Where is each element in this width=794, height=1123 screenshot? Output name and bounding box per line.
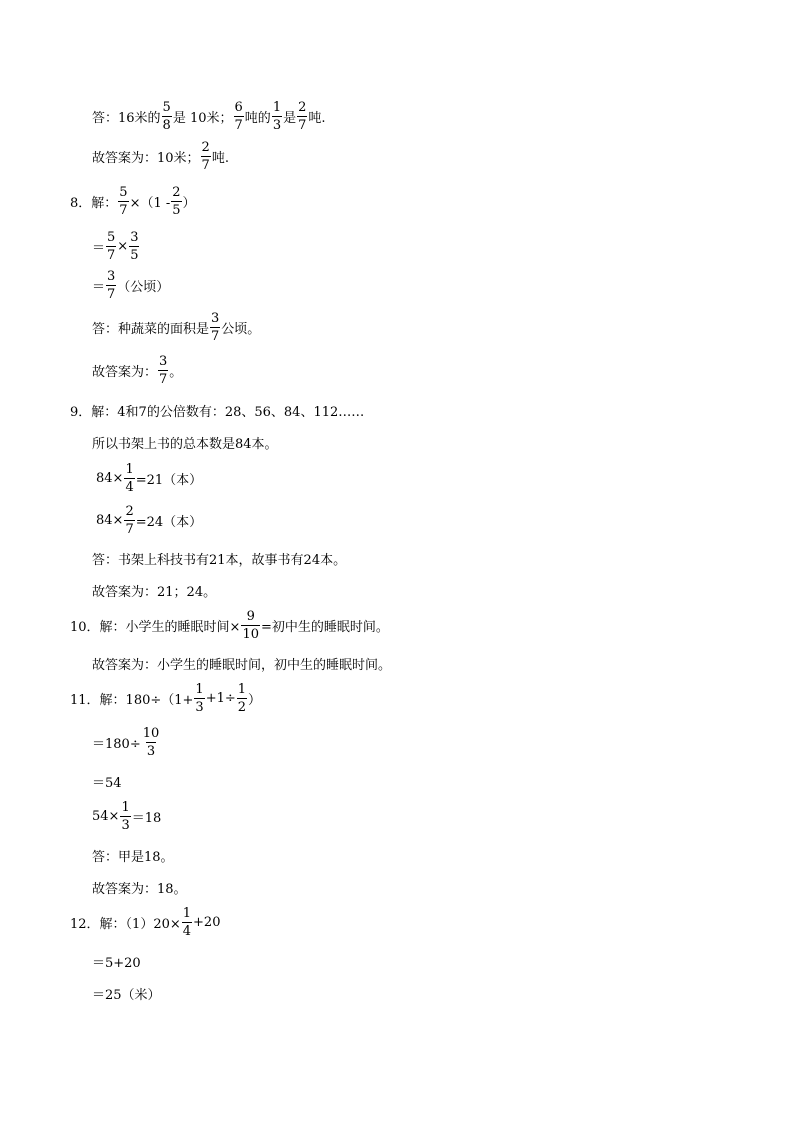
text-run: 故答案为：18。	[92, 881, 187, 897]
fraction	[210, 312, 220, 343]
text-run: 是 10米；	[172, 110, 233, 126]
fraction-numerator: 2	[201, 139, 210, 155]
fraction-numerator: 5	[119, 184, 128, 200]
fraction-numerator: 1	[125, 461, 134, 477]
text-run: 54×	[92, 808, 120, 824]
text-run: 吨.	[308, 110, 326, 126]
text-run: ）	[182, 195, 196, 211]
fraction-numerator: 3	[159, 353, 168, 369]
fraction-denominator: 7	[201, 157, 210, 173]
text-run: 84×	[96, 470, 124, 486]
text-run: 故答案为：小学生的睡眠时间，初中生的睡眠时间。	[92, 657, 392, 673]
fraction-denominator: 8	[162, 117, 171, 133]
fraction-denominator: 7	[119, 202, 128, 218]
fraction-numerator: 5	[107, 229, 116, 245]
text-run: 故答案为：	[92, 364, 158, 380]
text-run: 故答案为：21；24。	[92, 584, 217, 600]
text-run: 8．解：	[70, 195, 118, 211]
text-run: （公顷）	[117, 279, 170, 295]
fraction-numerator: 9	[246, 608, 255, 624]
text-run: ＝25（米）	[92, 987, 161, 1003]
step-line	[96, 500, 202, 540]
text-run: 。	[169, 364, 183, 380]
fraction	[120, 801, 130, 832]
fraction-numerator: 3	[107, 268, 116, 284]
final-answer-line	[92, 350, 182, 390]
text-run: 9．解：4和7的公倍数有：28、56、84、112……	[70, 404, 365, 420]
fraction-denominator: 7	[107, 286, 116, 302]
fraction-numerator: 2	[125, 503, 134, 519]
step-line	[92, 796, 161, 836]
text-run: 吨.	[211, 150, 229, 166]
problem-11-line	[70, 678, 261, 718]
fraction	[194, 683, 204, 714]
fraction	[158, 355, 168, 386]
fraction	[171, 186, 181, 217]
text-run: ＝	[92, 240, 106, 256]
text-run: ＝54	[92, 775, 122, 791]
fraction-denominator: 2	[237, 699, 247, 715]
fraction	[234, 101, 244, 132]
fraction	[118, 186, 128, 217]
text-run: 10．解：小学生的睡眠时间×	[70, 619, 241, 635]
text-run: 吨的	[244, 110, 271, 126]
fraction-numerator: 2	[172, 184, 181, 200]
step-line	[92, 973, 161, 1013]
text-run: +20	[193, 914, 221, 930]
problem-8-line	[70, 181, 196, 221]
text-run: ＝18	[131, 810, 162, 826]
fraction-denominator: 4	[182, 923, 192, 939]
text-run: 84×	[96, 512, 124, 528]
text-run: 故答案为：10米；	[92, 150, 200, 166]
fraction-numerator: 1	[272, 99, 282, 115]
final-answer-line	[92, 867, 187, 907]
text-run: 12．解：（1）20×	[70, 916, 181, 932]
text-run: 答：书架上科技书有21本，故事书有24本。	[92, 552, 347, 568]
fraction-numerator: 5	[162, 99, 171, 115]
fraction-denominator: 7	[234, 117, 243, 133]
fraction	[201, 141, 211, 172]
final-answer-line	[92, 136, 229, 176]
text-run: ×	[117, 238, 129, 254]
fraction-denominator: 3	[272, 117, 282, 133]
text-run: 公顷。	[221, 321, 261, 337]
problem-12-line	[70, 902, 220, 942]
fraction	[237, 683, 247, 714]
fraction	[106, 270, 116, 301]
step-line	[92, 265, 169, 305]
fraction-denominator: 7	[125, 521, 134, 537]
fraction-numerator: 10	[142, 725, 160, 741]
fraction	[124, 463, 134, 494]
text-run: =初中生的睡眠时间。	[260, 619, 389, 635]
fraction-numerator: 1	[182, 905, 192, 921]
fraction-numerator: 1	[121, 799, 130, 815]
text-run: ＝	[92, 279, 106, 295]
text-run: +1÷	[205, 690, 236, 706]
fraction	[142, 727, 161, 758]
fraction-denominator: 3	[195, 699, 204, 715]
step-line	[92, 761, 122, 801]
step-line	[92, 422, 278, 462]
problem-10-line	[70, 605, 389, 645]
answer-line	[92, 96, 326, 136]
fraction-denominator: 3	[146, 743, 156, 759]
text-run: 答：16米的	[92, 110, 161, 126]
text-run: 11．解：180÷（1+	[70, 692, 194, 708]
step-line	[96, 458, 202, 498]
fraction	[297, 101, 307, 132]
text-run: ＝180÷	[92, 736, 141, 752]
fraction-numerator: 1	[195, 681, 204, 697]
fraction-denominator: 10	[242, 626, 259, 642]
step-line	[92, 226, 140, 266]
fraction-denominator: 7	[107, 247, 116, 263]
fraction-denominator: 5	[130, 247, 139, 263]
fraction-numerator: 3	[211, 310, 220, 326]
fraction	[124, 505, 134, 536]
text-run: ）	[248, 692, 262, 708]
text-run: =24（本）	[135, 514, 203, 530]
fraction-denominator: 4	[125, 479, 134, 495]
fraction-denominator: 3	[121, 817, 130, 833]
text-run: 所以书架上书的总本数是84本。	[92, 436, 278, 452]
fraction-denominator: 7	[211, 328, 220, 344]
fraction-denominator: 5	[172, 202, 181, 218]
fraction	[272, 101, 282, 132]
fraction-denominator: 7	[298, 117, 307, 133]
text-run: ×（1 -	[129, 195, 171, 211]
final-answer-line	[92, 643, 391, 683]
fraction-numerator: 3	[130, 229, 139, 245]
answer-line	[92, 307, 260, 347]
final-answer-line	[92, 570, 216, 610]
text-run: 答：种蔬菜的面积是	[92, 321, 210, 337]
fraction	[182, 907, 192, 938]
fraction-numerator: 6	[234, 99, 243, 115]
text-run: =21（本）	[135, 472, 203, 488]
fraction	[106, 231, 116, 262]
fraction	[129, 231, 139, 262]
text-run: 答：甲是18。	[92, 849, 174, 865]
fraction	[162, 101, 172, 132]
text-run: 是	[283, 110, 297, 126]
step-line	[92, 722, 161, 762]
fraction-numerator: 1	[237, 681, 247, 697]
fraction-denominator: 7	[159, 371, 168, 387]
text-run: ＝5+20	[92, 955, 141, 971]
fraction-numerator: 2	[298, 99, 307, 115]
fraction	[241, 610, 260, 641]
